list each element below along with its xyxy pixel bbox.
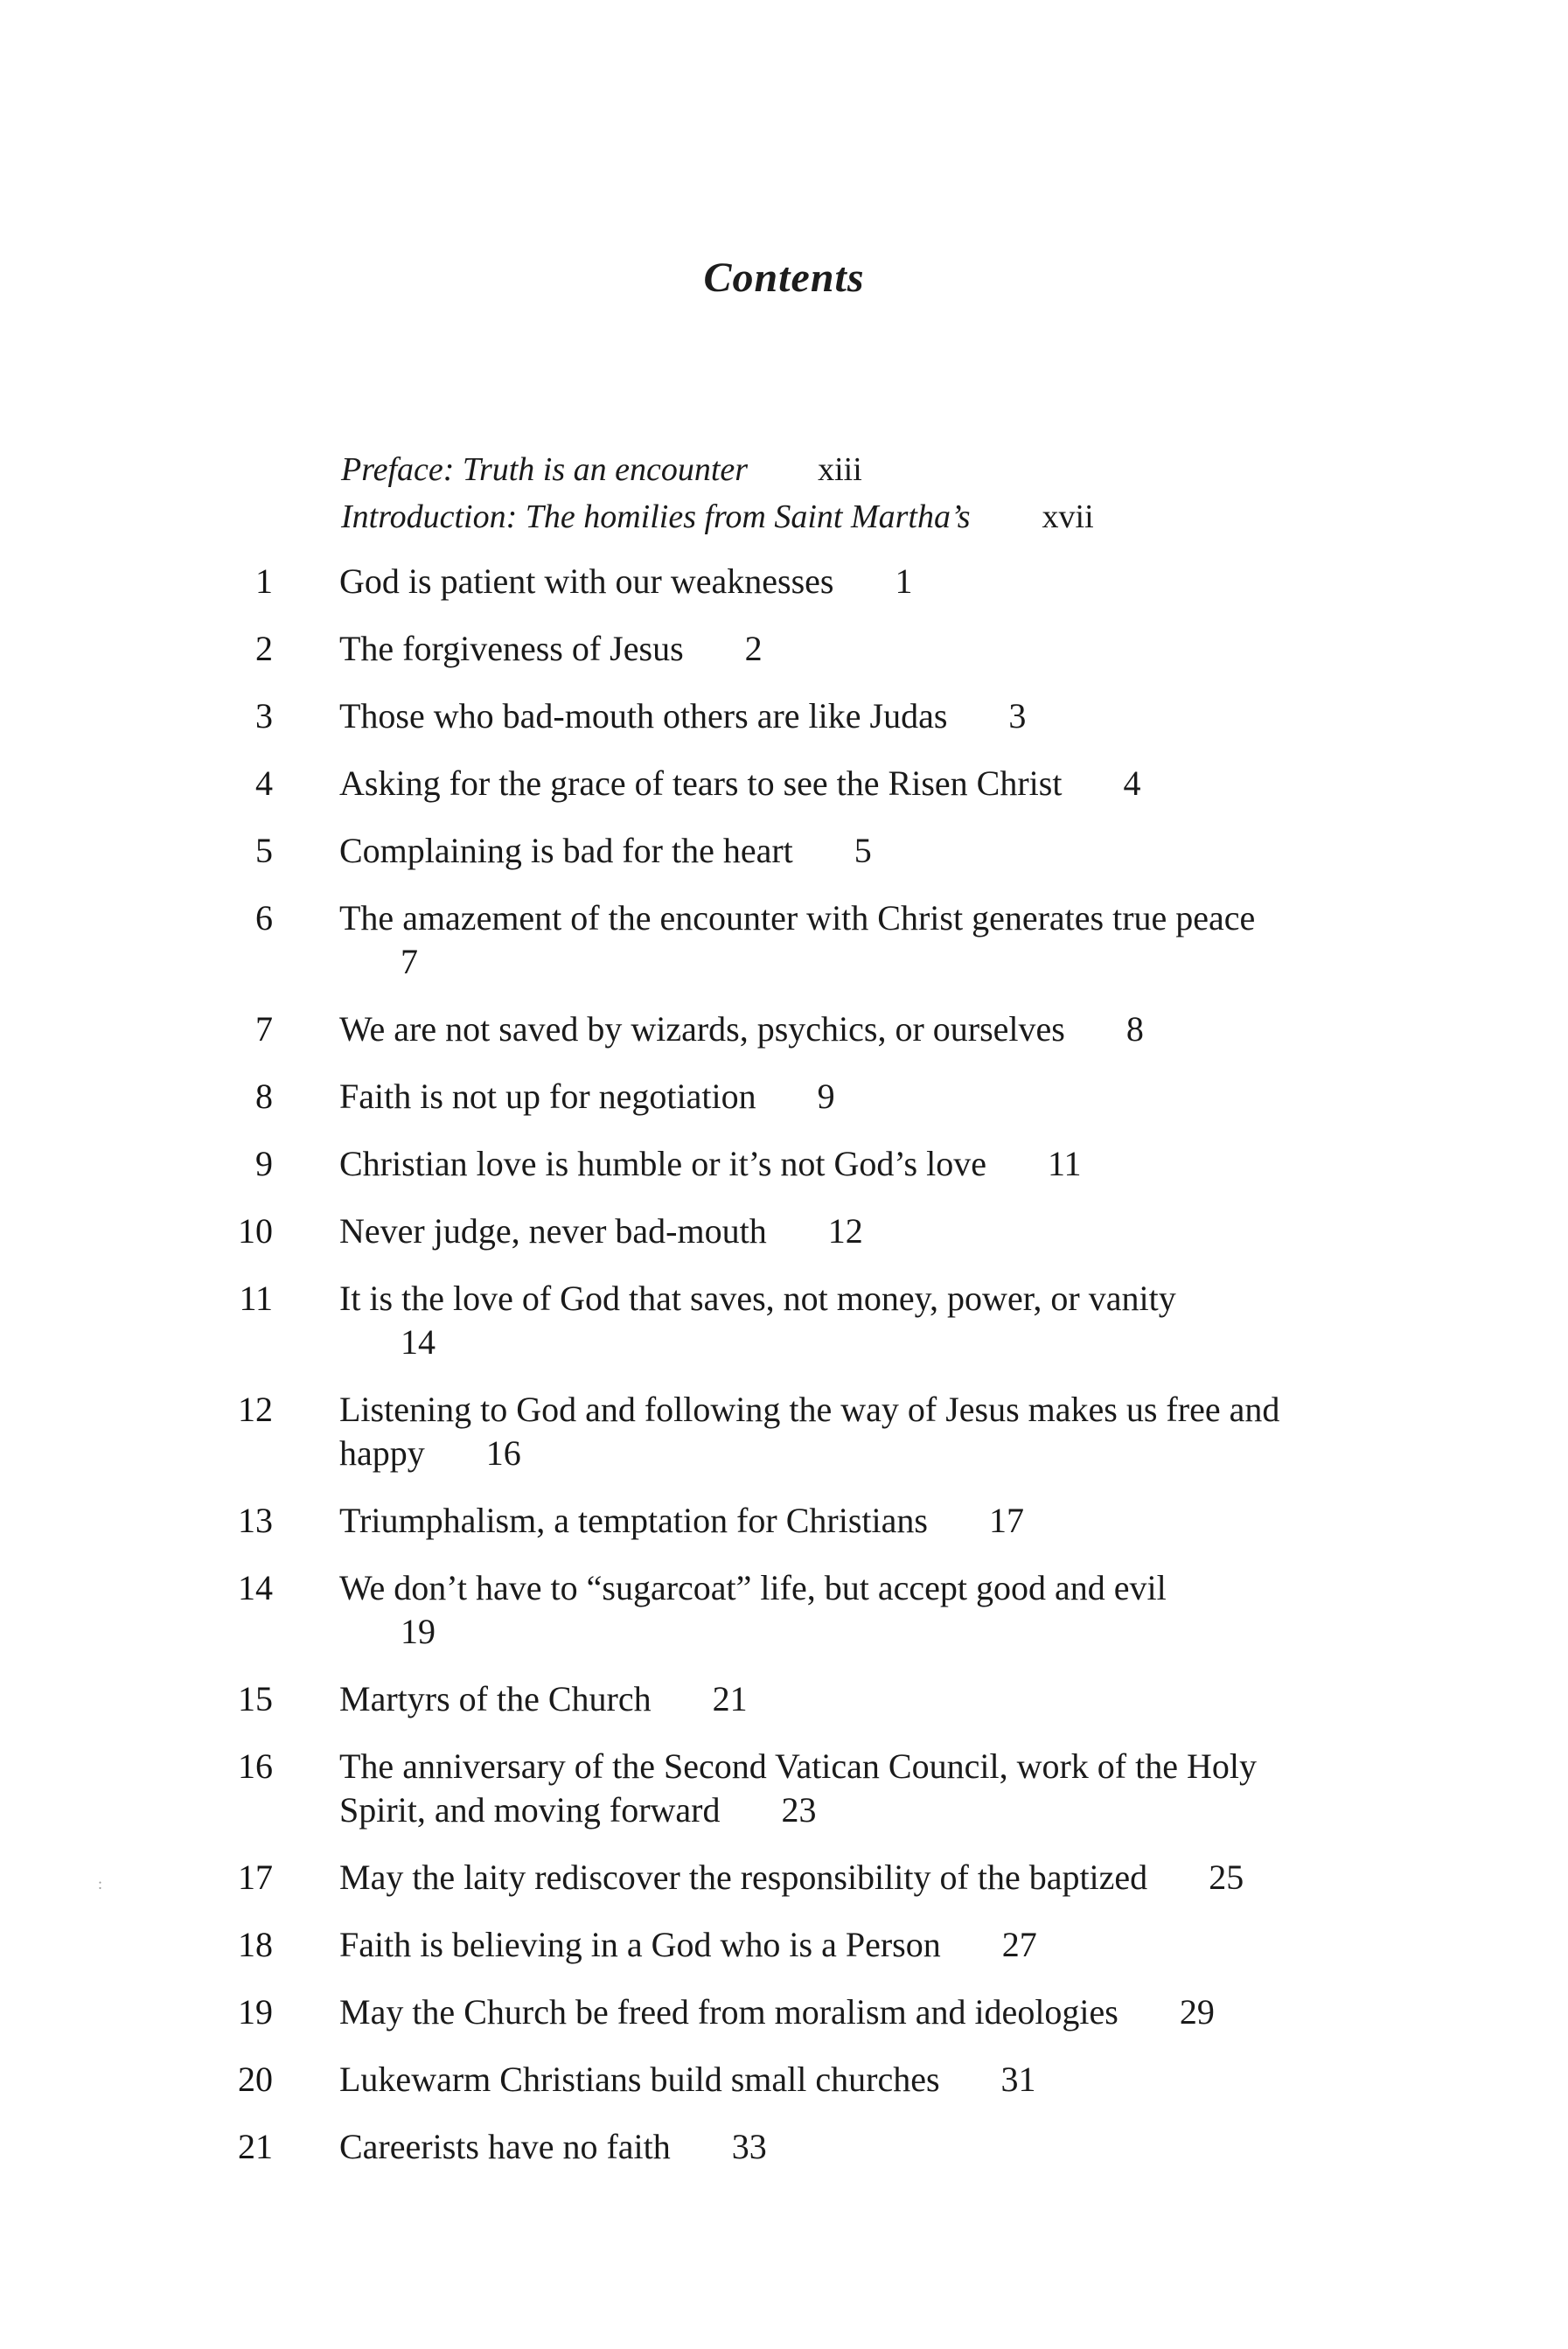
toc-entry[interactable]: [0, 560, 1568, 603]
chapter-title: Those who bad-mouth others are like Judas: [339, 696, 948, 735]
toc-entry[interactable]: [0, 1499, 1568, 1543]
chapter-title: Lukewarm Christians build small churches: [339, 2060, 940, 2099]
chapter-number: 3: [255, 696, 273, 735]
front-matter-title: Preface: Truth is an encounter: [341, 451, 749, 488]
toc-entry[interactable]: [0, 1923, 1568, 1967]
toc-entry[interactable]: [0, 627, 1568, 671]
chapter-number: 13: [238, 1501, 273, 1540]
chapter-number: 19: [238, 1992, 273, 2032]
chapter-number: 5: [255, 831, 273, 870]
chapter-number: 18: [238, 1925, 273, 1964]
chapter-title: May the laity rediscover the responsibility of the baptized: [339, 1858, 1148, 1897]
toc-entry[interactable]: [0, 1142, 1568, 1186]
chapter-page: 27: [1001, 1925, 1037, 1964]
chapter-title: It is the love of God that saves, not money, power, or vanity: [339, 1279, 1176, 1318]
toc-entry[interactable]: [0, 762, 1568, 805]
chapter-page: 11: [1047, 1144, 1082, 1183]
chapter-page: 14: [401, 1322, 436, 1362]
chapter-title: Faith is believing in a God who is a Person: [339, 1925, 941, 1964]
toc-entry[interactable]: [0, 829, 1568, 873]
toc-entry[interactable]: [0, 1677, 1568, 1721]
toc-entry[interactable]: [0, 2058, 1568, 2102]
toc-entry[interactable]: [0, 1277, 1568, 1364]
toc-entry[interactable]: [0, 1990, 1568, 2034]
toc-entry[interactable]: [0, 694, 1568, 738]
chapter-page: 17: [988, 1501, 1024, 1540]
toc-entry[interactable]: [0, 1209, 1568, 1253]
page-title: Contents: [703, 254, 865, 302]
chapter-number: 1: [255, 561, 273, 601]
toc-entry[interactable]: [0, 1388, 1568, 1475]
chapter-number: 9: [255, 1144, 273, 1183]
chapter-title: The forgiveness of Jesus: [339, 629, 684, 668]
toc-entry[interactable]: [0, 896, 1568, 984]
chapter-title: Asking for the grace of tears to see the Risen Christ: [339, 763, 1063, 803]
toc-entry[interactable]: [0, 1745, 1568, 1832]
chapter-page: 19: [401, 1612, 436, 1651]
front-matter-title: Introduction: The homilies from Saint Martha’s: [341, 498, 971, 535]
front-matter-page: xvii: [1042, 498, 1094, 535]
chapter-title: May the Church be freed from moralism and ideologies: [339, 1992, 1119, 2032]
chapter-title: The anniversary of the Second Vatican Council, work of the Holy Spirit, and moving forward: [339, 1746, 1257, 1830]
chapter-title: We are not saved by wizards, psychics, or ourselves: [339, 1009, 1065, 1049]
chapter-title: Martyrs of the Church: [339, 1679, 652, 1718]
chapter-page: 3: [1008, 696, 1027, 735]
chapter-title: Faith is not up for negotiation: [339, 1077, 756, 1116]
front-matter-page: xiii: [818, 451, 862, 488]
chapter-number: 11: [239, 1279, 273, 1318]
chapter-page: 5: [854, 831, 872, 870]
chapter-title: We don’t have to “sugarcoat” life, but accept good and evil: [339, 1568, 1167, 1607]
chapter-title: Careerists have no faith: [339, 2127, 671, 2166]
chapter-number: 2: [255, 629, 273, 668]
chapter-number: 21: [238, 2127, 273, 2166]
chapter-page: 33: [731, 2127, 767, 2166]
chapter-page: 1: [895, 561, 913, 601]
chapter-page: 12: [827, 1211, 863, 1251]
chapter-number: 15: [238, 1679, 273, 1718]
chapter-page: 8: [1125, 1009, 1144, 1049]
chapter-title: The amazement of the encounter with Christ generates true peace: [339, 898, 1256, 938]
chapter-number: 20: [238, 2060, 273, 2099]
toc-entry[interactable]: [0, 1075, 1568, 1119]
chapter-page: 16: [485, 1433, 521, 1473]
chapter-title: God is patient with our weaknesses: [339, 561, 834, 601]
table-of-contents: [0, 560, 1568, 2192]
chapter-number: 14: [238, 1568, 273, 1607]
chapter-page: 29: [1179, 1992, 1215, 2032]
chapter-number: 8: [255, 1077, 273, 1116]
chapter-page: 9: [817, 1077, 835, 1116]
chapter-title: Listening to God and following the way of Jesus makes us free and happy: [339, 1390, 1280, 1473]
chapter-page: 25: [1209, 1858, 1244, 1897]
chapter-number: 4: [255, 763, 273, 803]
chapter-page: 4: [1123, 763, 1141, 803]
chapter-number: 17: [238, 1858, 273, 1897]
chapter-number: 6: [255, 898, 273, 938]
toc-entry[interactable]: [0, 1566, 1568, 1654]
chapter-page: 23: [781, 1790, 817, 1830]
front-matter-item-preface[interactable]: [341, 446, 1094, 493]
chapter-page: 2: [744, 629, 763, 668]
chapter-title: Triumphalism, a temptation for Christians: [339, 1501, 928, 1540]
chapter-number: 12: [238, 1390, 273, 1429]
chapter-title: Complaining is bad for the heart: [339, 831, 793, 870]
chapter-page: 31: [1000, 2060, 1036, 2099]
toc-entry[interactable]: [0, 1007, 1568, 1051]
chapter-number: 16: [238, 1746, 273, 1786]
chapter-page: 7: [401, 942, 418, 981]
scan-artifact-mark: :: [98, 1875, 103, 1892]
chapter-number: 10: [238, 1211, 273, 1251]
chapter-title: Never judge, never bad-mouth: [339, 1211, 767, 1251]
front-matter-list: [341, 446, 1094, 540]
chapter-title: Christian love is humble or it’s not God’s love: [339, 1144, 986, 1183]
front-matter-item-introduction[interactable]: [341, 493, 1094, 540]
chapter-number: 7: [255, 1009, 273, 1049]
chapter-page: 21: [712, 1679, 748, 1718]
toc-entry[interactable]: [0, 2125, 1568, 2169]
toc-entry[interactable]: [0, 1856, 1568, 1899]
